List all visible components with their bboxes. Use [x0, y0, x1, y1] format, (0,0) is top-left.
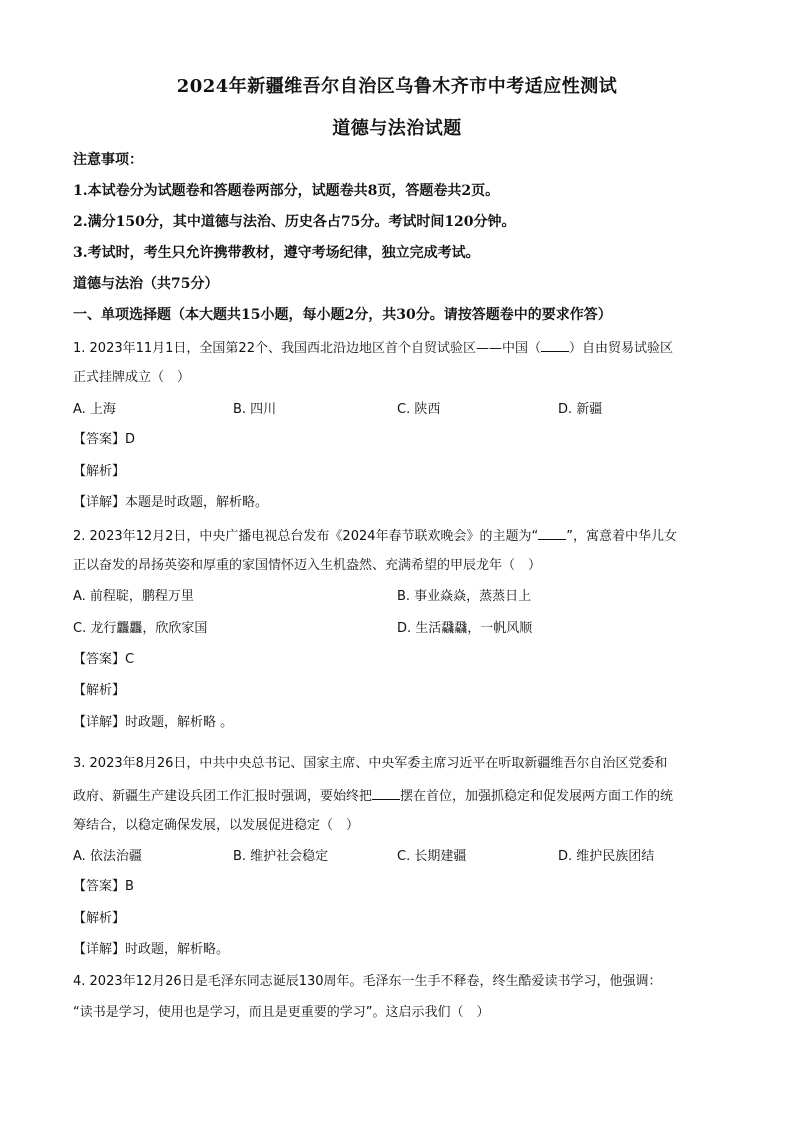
note-item-1: 1.本试卷分为试题卷和答题卷两部分，试题卷共8页，答题卷共2页。	[73, 183, 500, 199]
question-3-option-b: B. 维护社会稳定	[233, 849, 329, 864]
note-item-3: 3.考试时，考生只允许携带教材，遵守考场纪律，独立完成考试。	[73, 245, 480, 261]
question-1-line-2: 正式挂牌成立（ ）	[73, 370, 191, 385]
answer-blank	[538, 525, 566, 540]
question-4-line-1: 4. 2023年12月26日是毛泽东同志诞辰130周年。毛泽东一生手不释卷，终生酷爱读书学习，他强调：	[73, 974, 662, 989]
question-1-option-d: D. 新疆	[558, 402, 603, 417]
question-1-answer: 【答案】D	[73, 432, 136, 447]
question-2-option-a: A. 前程聢，鹏程万里	[73, 589, 194, 604]
question-1-option-a: A. 上海	[73, 402, 116, 417]
question-1-option-b: B. 四川	[233, 402, 277, 417]
question-2-analysis: 【解析】	[73, 683, 126, 698]
question-2-option-d: D. 生活飝飝，一帆风顺	[397, 621, 533, 636]
question-1-line-1: 1. 2023年11月1日，全国第22个、我国西北沿边地区首个自贸试验区——中国（ ）自由贸易试验区	[73, 337, 733, 359]
question-3-answer: 【答案】B	[73, 879, 134, 894]
question-2-line-2: 正以奋发的昂扬英姿和厚重的家国情怀迈入生机盎然、充满希望的甲辰龙年（ ）	[73, 558, 542, 573]
answer-blank	[541, 337, 569, 352]
question-2-option-b: B. 事业焱焱，蒸蒸日上	[397, 589, 532, 604]
question-3-line-2: 政府、新疆生产建设兵团工作汇报时强调，要始终把 摆在首位，加强抓稳定和促发展两方面工作的统	[73, 785, 733, 807]
question-1-analysis: 【解析】	[73, 464, 126, 479]
document-subtitle: 道德与法治试题	[332, 118, 462, 139]
question-3-line-1: 3. 2023年8月26日，中共中央总书记、国家主席、中央军委主席习近平在听取新疆维吾尔自治区党委和	[73, 756, 668, 771]
question-2-answer: 【答案】C	[73, 652, 135, 667]
document-title: 2024年新疆维吾尔自治区乌鲁木齐市中考适应性测试	[176, 76, 618, 97]
question-2-line-1: 2. 2023年12月2日，中央广播电视总台发布《2024年春节联欢晚会》的主题为“ ”，寓意着中华儿女	[73, 525, 733, 547]
question-2-option-c: C. 龙行龘龘，欣欣家国	[73, 621, 208, 636]
notes-heading: 注意事项：	[73, 152, 143, 168]
question-2-detail: 【详解】时政题，解析略 。	[73, 715, 234, 730]
question-3-option-a: A. 依法治疆	[73, 849, 142, 864]
question-4-line-2: “读书是学习，使用也是学习，而且是更重要的学习”。这启示我们（ ）	[73, 1005, 490, 1020]
question-3-analysis: 【解析】	[73, 911, 126, 926]
question-3-option-d: D. 维护民族团结	[558, 849, 655, 864]
question-3-option-c: C. 长期建疆	[397, 849, 467, 864]
note-item-2: 2.满分150分，其中道德与法治、历史各占75分。考试时间120分钟。	[73, 214, 516, 230]
question-3-line-3: 筹结合，以稳定确保发展，以发展促进稳定（ ）	[73, 818, 360, 833]
section-heading: 道德与法治（共75分）	[73, 276, 219, 292]
answer-blank	[372, 785, 400, 800]
question-3-detail: 【详解】时政题，解析略。	[73, 942, 230, 957]
part-heading: 一、单项选择题（本大题共15小题，每小题2分，共30分。请按答题卷中的要求作答）	[73, 307, 612, 323]
question-1-option-c: C. 陕西	[397, 402, 441, 417]
question-1-detail: 【详解】本题是时政题，解析略。	[73, 495, 269, 510]
